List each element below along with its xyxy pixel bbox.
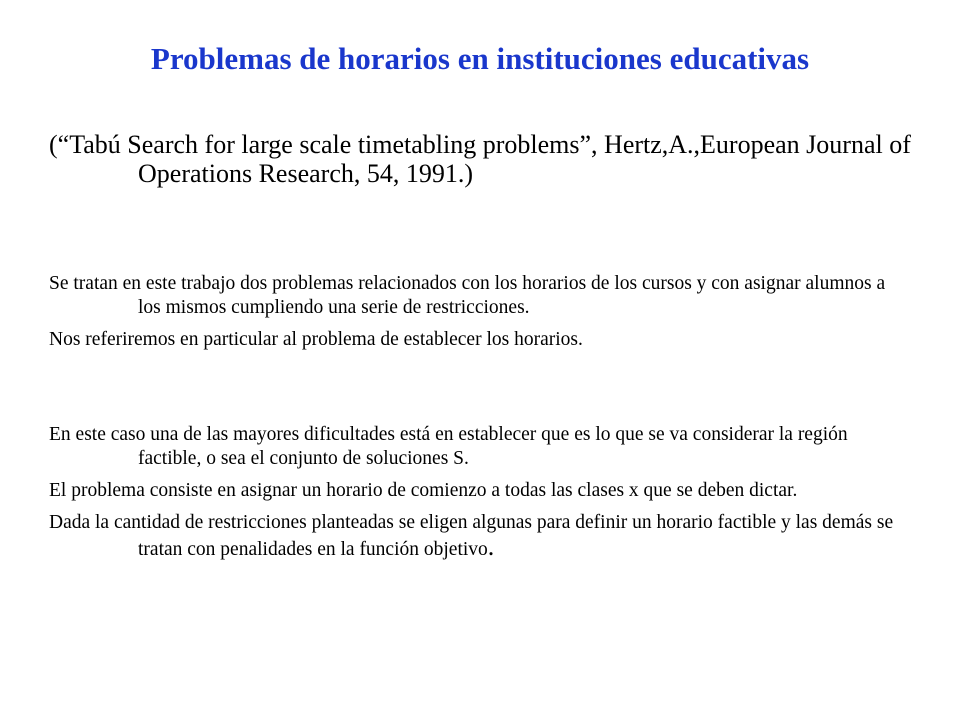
paragraph-problems-treated: Se tratan en este trabajo dos problemas relacionados con los horarios de los cursos y con asignar alumnos a los mismos cumpliendo una serie de restricciones. (49, 273, 886, 318)
restrictions-text: Dada la cantidad de restricciones planteadas se eligen algunas para definir un horario factible y las demás se tratan con penalidades en la función objetivo (49, 512, 894, 560)
paragraph-problem-definition: El problema consiste en asignar un horario de comienzo a todas las clases x que se deben dictar. (49, 480, 798, 501)
paragraph-feasible-region: En este caso una de las mayores dificultades está en establecer que es lo que se va considerar la región factible, o sea el conjunto de soluciones S. (49, 424, 848, 469)
citation: (“Tabú Search for large scale timetabling problems”, Hertz,A.,European Journal of Operations Research, 54, 1991.) (49, 130, 911, 188)
paragraph-focus: Nos referiremos en particular al problema de establecer los horarios. (49, 329, 583, 350)
paragraph-restrictions (49, 511, 909, 562)
body-block-intro (49, 272, 909, 360)
slide-title: Problemas de horarios en instituciones educativas (150, 41, 810, 76)
final-period: . (487, 532, 495, 561)
body-block-details (49, 423, 909, 570)
